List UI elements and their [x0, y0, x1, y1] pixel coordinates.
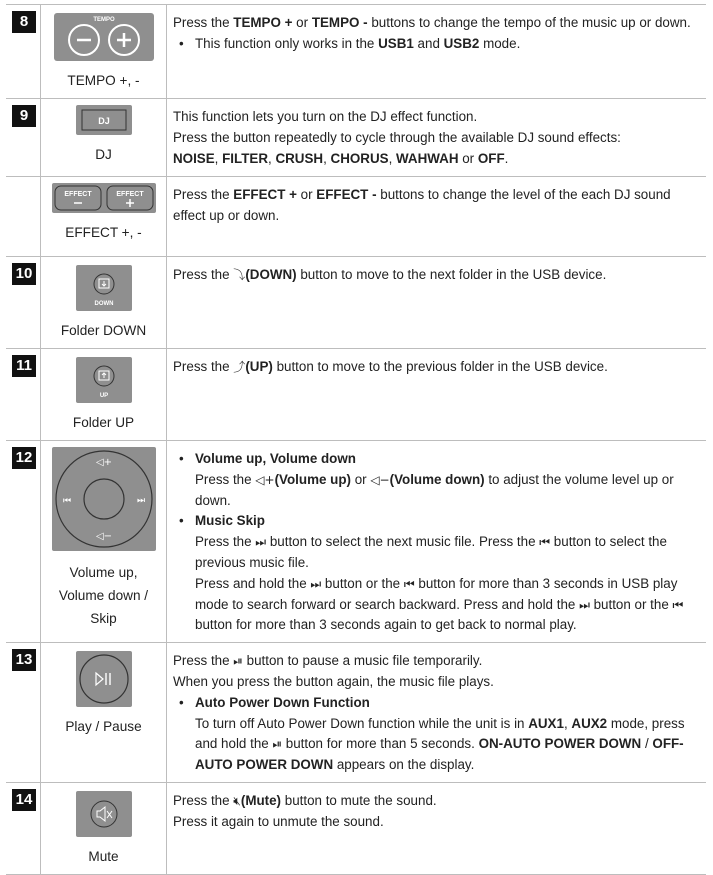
skip-next-icon: ⏭ [255, 535, 267, 550]
auto-power-down-heading: • Auto Power Down Function [173, 693, 700, 714]
effect-buttons-image [41, 183, 166, 213]
row-folder-up [6, 349, 706, 441]
row-play-pause [6, 643, 706, 783]
volume-skip-description [167, 441, 707, 643]
tempo-line-1: Press the TEMPO + or TEMPO - buttons to change the tempo of the music up or down. [173, 15, 691, 30]
auto-power-down-text: To turn off Auto Power Down function while the unit is in AUX1, AUX2 mode, press and hold the ⏯ button for more than 5 seconds. ON-AUTO POWER DOWN / OFF-AUTO POWER DOWN appears on the display. [195, 715, 685, 773]
folder-down-button-image [41, 265, 166, 311]
tempo-note-bullet: • This function only works in the USB1 and USB2 mode. [173, 34, 700, 55]
svg-text:◁−: ◁− [95, 531, 112, 542]
play-pause-icon: ⏯ [233, 654, 243, 669]
dj-label-text: DJ [97, 116, 110, 126]
mute-line-2: Press it again to unmute the sound. [173, 813, 384, 829]
volume-skip-dial-image [41, 447, 166, 551]
row-number-badge: 8 [12, 11, 36, 33]
play-pause-icon: ⏯ [272, 737, 283, 752]
mute-icon: 🔇︎ [233, 793, 241, 808]
skip-text-1: Press the ⏭ button to select the next music file. Press the ⏮ button to select the previous music file. [195, 534, 667, 570]
folder-down-caption: Folder DOWN [60, 323, 147, 338]
dj-line-2: Press the button repeatedly to cycle through the available DJ sound effects: [173, 129, 621, 145]
mute-caption: Mute [88, 848, 119, 864]
row-mute [6, 782, 706, 874]
skip-prev-icon: ⏮ [539, 535, 551, 550]
effect-description: Press the EFFECT + or EFFECT - buttons to change the level of the each DJ sound effect up or down. [167, 177, 707, 257]
row-tempo [6, 5, 706, 99]
function-table [6, 4, 706, 875]
folder-down-icon: ⤵ [233, 268, 246, 282]
row-number-badge: 9 [12, 105, 36, 127]
play-pause-line-1: Press the ⏯ button to pause a music file temporarily. [173, 653, 483, 669]
skip-text-2: Press and hold the ⏭ button or the ⏮ button for more than 3 seconds in USB play mode to search forward or search backward. Press and hold the ⏭ button or the ⏮ button for more than 3 seconds again to get back to normal play. [195, 575, 684, 633]
folder-up-button-image [41, 357, 166, 403]
skip-next-icon: ⏭ [579, 597, 590, 612]
row-effect [6, 177, 706, 257]
volume-up-icon: ◁+ [255, 472, 275, 487]
dj-caption: DJ [95, 147, 112, 162]
volume-text: Press the ◁+(Volume up) or ◁−(Volume down) to adjust the volume level up or down. [195, 471, 674, 508]
dj-button-image [41, 105, 166, 135]
folder-up-icon: ⤴ [233, 360, 246, 374]
mute-button-image [41, 791, 166, 837]
row-number-badge: 14 [12, 789, 36, 811]
skip-prev-icon: ⏮ [403, 576, 415, 591]
row-folder-down [6, 257, 706, 349]
folder-down-description: Press the ⤵(DOWN) button to move to the next folder in the USB device. [167, 257, 707, 349]
volume-heading: • Volume up, Volume down [173, 449, 700, 470]
row-volume-skip [6, 441, 706, 643]
row-number-badge: 12 [12, 447, 36, 469]
play-pause-line-2: When you press the button again, the music file plays. [173, 673, 494, 689]
row-number-badge: 11 [12, 355, 36, 377]
tempo-description [167, 5, 707, 99]
dj-effects-list: NOISE, FILTER, CRUSH, CHORUS, WAHWAH or OFF. [173, 150, 509, 166]
row-number-badge: 10 [12, 263, 36, 285]
effect-plus-text: EFFECT [115, 191, 144, 198]
volume-skip-caption: Volume up, Volume down / Skip [58, 565, 149, 626]
play-pause-caption: Play / Pause [65, 719, 142, 735]
tempo-caption: TEMPO +, - [67, 73, 140, 88]
dj-line-1: This function lets you turn on the DJ effect function. [173, 109, 478, 124]
tempo-button-image [41, 13, 166, 61]
up-label-text: UP [99, 393, 108, 399]
play-pause-description [167, 643, 707, 783]
tempo-label-text: TEMPO [92, 17, 115, 23]
svg-text:⏭: ⏭ [136, 496, 145, 506]
effect-minus-text: EFFECT [63, 191, 92, 198]
play-pause-button-image [41, 651, 166, 707]
row-number-badge: 13 [12, 649, 36, 671]
row-dj [6, 99, 706, 177]
mute-description [167, 782, 707, 874]
skip-heading: • Music Skip [173, 511, 700, 532]
skip-prev-icon: ⏮ [672, 597, 684, 612]
svg-text:◁+: ◁+ [95, 457, 112, 468]
mute-line-1: Press the 🔇︎(Mute) button to mute the sound. [173, 792, 437, 808]
svg-text:⏮: ⏮ [62, 496, 71, 506]
folder-up-description: Press the ⤴(UP) button to move to the previous folder in the USB device. [167, 349, 707, 441]
dj-description [167, 99, 707, 177]
skip-next-icon: ⏭ [310, 576, 322, 591]
effect-caption: EFFECT +, - [65, 225, 142, 240]
down-label-text: DOWN [94, 301, 113, 307]
folder-up-caption: Folder UP [72, 415, 135, 430]
volume-down-icon: ◁− [370, 472, 390, 487]
